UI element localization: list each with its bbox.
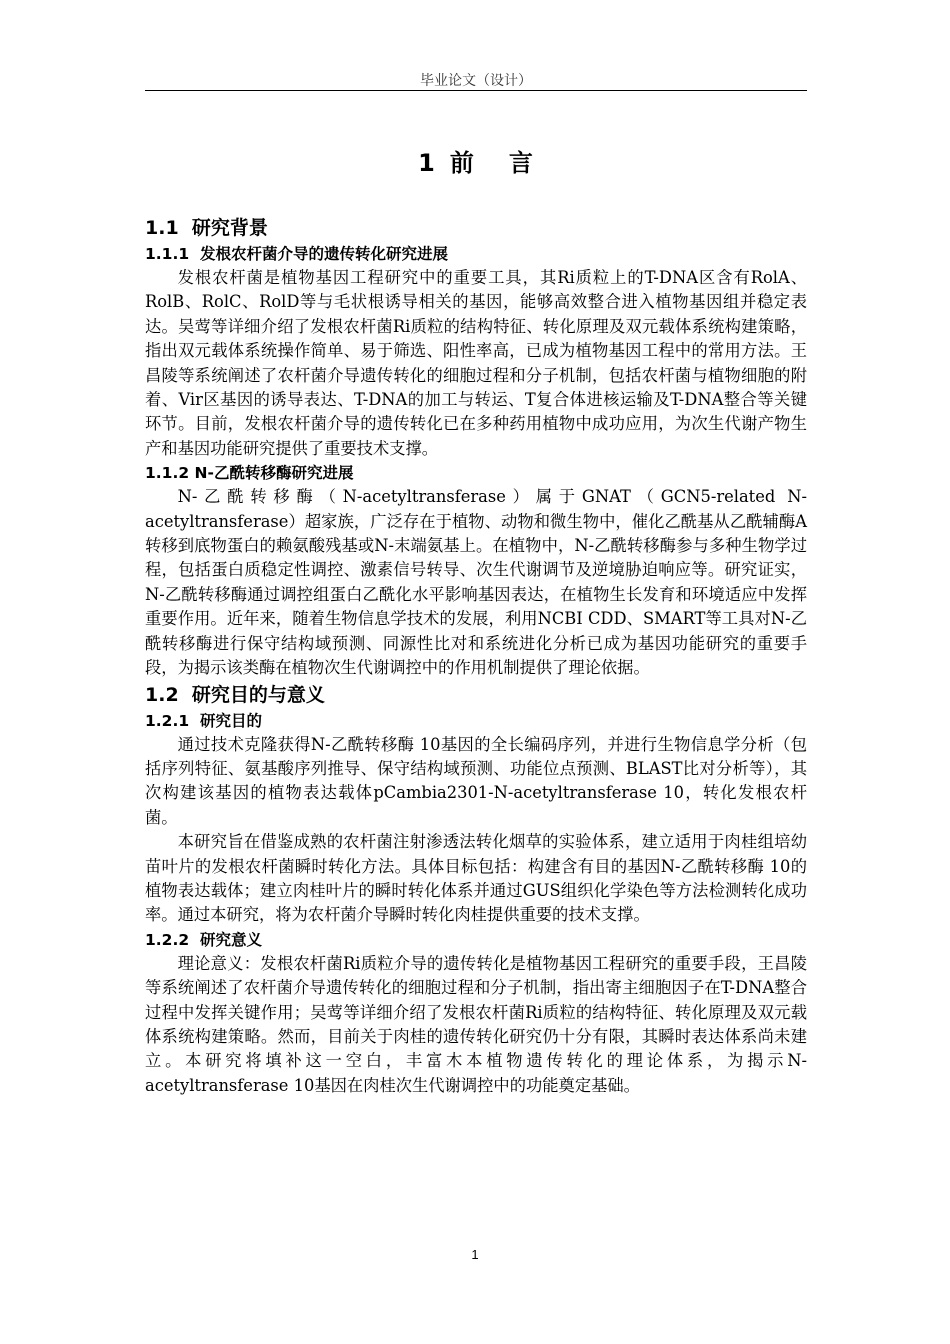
subsection-title: 发根农杆菌介导的遗传转化研究进展 (199, 245, 448, 263)
section-title: 研究背景 (191, 217, 268, 239)
paragraph-acetyltransferase: N-乙酰转移酶（N-acetyltransferase）属于GNAT（GCN5-related N-acetyltransferase）超家族，广泛存在于植物、动物和微生物中，催化乙酰基从乙酰辅酶A转移到底物蛋白的赖氨酸残基或N-末端氨基上。在植物中，N-乙酰转移酶参与多种生物学过程，包括蛋白质稳定性调控、激素信号转导、次生代谢调节及逆境胁迫响应等。研究证实，N-乙酰转移酶通过调控组蛋白乙酰化水平影响基因表达，在植物生长发育和环境适应中发挥重要作用。近年来，随着生物信息学技术的发展，利用NCBI CDD、SMART等工具对N-乙酰转移酶进行保守结构域预测、同源性比对和系统进化分析已成为基因功能研究的重要手段，为揭示该类酶在植物次生代谢调控中的作用机制提供了理论依据。 (145, 487, 807, 678)
subsection-title: 研究意义 (199, 930, 262, 949)
paragraph-agrobacterium: 发根农杆菌是植物基因工程研究中的重要工具，其Ri质粒上的T-DNA区含有RolA、RolB、RolC、RolD等与毛状根诱导相关的基因，能够高效整合进入植物基因组并稳定表达。吴莺等详细介绍了发根农杆菌Ri质粒的结构特征、转化原理及双元载体系统构建策略，指出双元载体系统操作简单、易于筛选、阳性率高，已成为植物基因工程中的常用方法。王昌陵等系统阐述了农杆菌介导遗传转化的细胞过程和分子机制，包括农杆菌与植物细胞的附着、Vir区基因的诱导表达、T-DNA的加工与转运、T复合体进核运输及T-DNA整合等关键环节。目前，发根农杆菌介导的遗传转化已在多种药用植物中成功应用，为次生代谢产物生产和基因功能研究提供了重要技术支撑。 (145, 268, 807, 458)
paragraph-significance: 理论意义：发根农杆菌Ri质粒介导的遗传转化是植物基因工程研究的重要手段，王昌陵等系统阐述了农杆菌介导遗传转化的细胞过程和分子机制，指出寄主细胞因子在T-DNA整合过程中发挥关键作用；吴莺等详细介绍了发根农杆菌Ri质粒的结构特征、转化原理及双元载体系统构建策略。然而，目前关于肉桂的遗传转化研究仍十分有限，其瞬时表达体系尚未建立。本研究将填补这一空白，丰富木本植物遗传转化的理论体系，为揭示N-acetyltransferase 10基因在肉桂次生代谢调控中的功能奠定基础。 (145, 953, 807, 1095)
section-heading-1-2 (145, 681, 807, 709)
section-title: 研究目的与意义 (191, 683, 325, 706)
section-number: 1.1 (145, 217, 179, 239)
paragraph-research-aim-1: 通过技术克隆获得N-乙酰转移酶 10基因的全长编码序列，并进行生物信息学分析（包括序列特征、氨基酸序列推导、保守结构域预测、功能位点预测、BLAST比对分析等），其次构建该基因的植物表达载体pCambia2301-N-acetyltransferase 10，转化发根农杆菌。 (145, 734, 807, 827)
chapter-number: 1 (418, 149, 436, 177)
subsection-heading-1-1-2 (145, 461, 807, 485)
chapter-title-word-1: 前 (449, 149, 475, 177)
section-heading-1-1 (145, 214, 807, 242)
body-content (145, 214, 807, 1098)
page-number: 1 (471, 1247, 479, 1262)
chapter-title-word-2: 言 (508, 149, 534, 177)
chapter-title (145, 143, 807, 178)
paragraph-research-aim-2: 本研究旨在借鉴成熟的农杆菌注射渗透法转化烟草的实验体系，建立适用于肉桂组培幼苗叶片的发根农杆菌瞬时转化方法。具体目标包括：构建含有目的基因N-乙酰转移酶 10的植物表达载体；建立肉桂叶片的瞬时转化体系并通过GUS组织化学染色等方法检测转化成功率。通过本研究，将为农杆菌介导瞬时转化肉桂提供重要的技术支撑。 (145, 832, 807, 925)
subsection-number: 1.2.1 (145, 711, 190, 730)
subsection-title: 研究目的 (199, 711, 262, 730)
running-header: 毕业论文（设计） (420, 73, 532, 89)
header-rule (145, 90, 807, 91)
subsection-heading-1-2-1 (145, 709, 807, 733)
subsection-heading-1-2-2 (145, 928, 807, 952)
section-number: 1.2 (145, 683, 179, 706)
subsection-number: 1.2.2 (145, 930, 190, 949)
subsection-title: N-乙酰转移酶研究进展 (194, 464, 354, 483)
subsection-heading-1-1-1 (145, 242, 807, 266)
subsection-number: 1.1.2 (145, 464, 190, 483)
subsection-number: 1.1.1 (145, 245, 190, 263)
